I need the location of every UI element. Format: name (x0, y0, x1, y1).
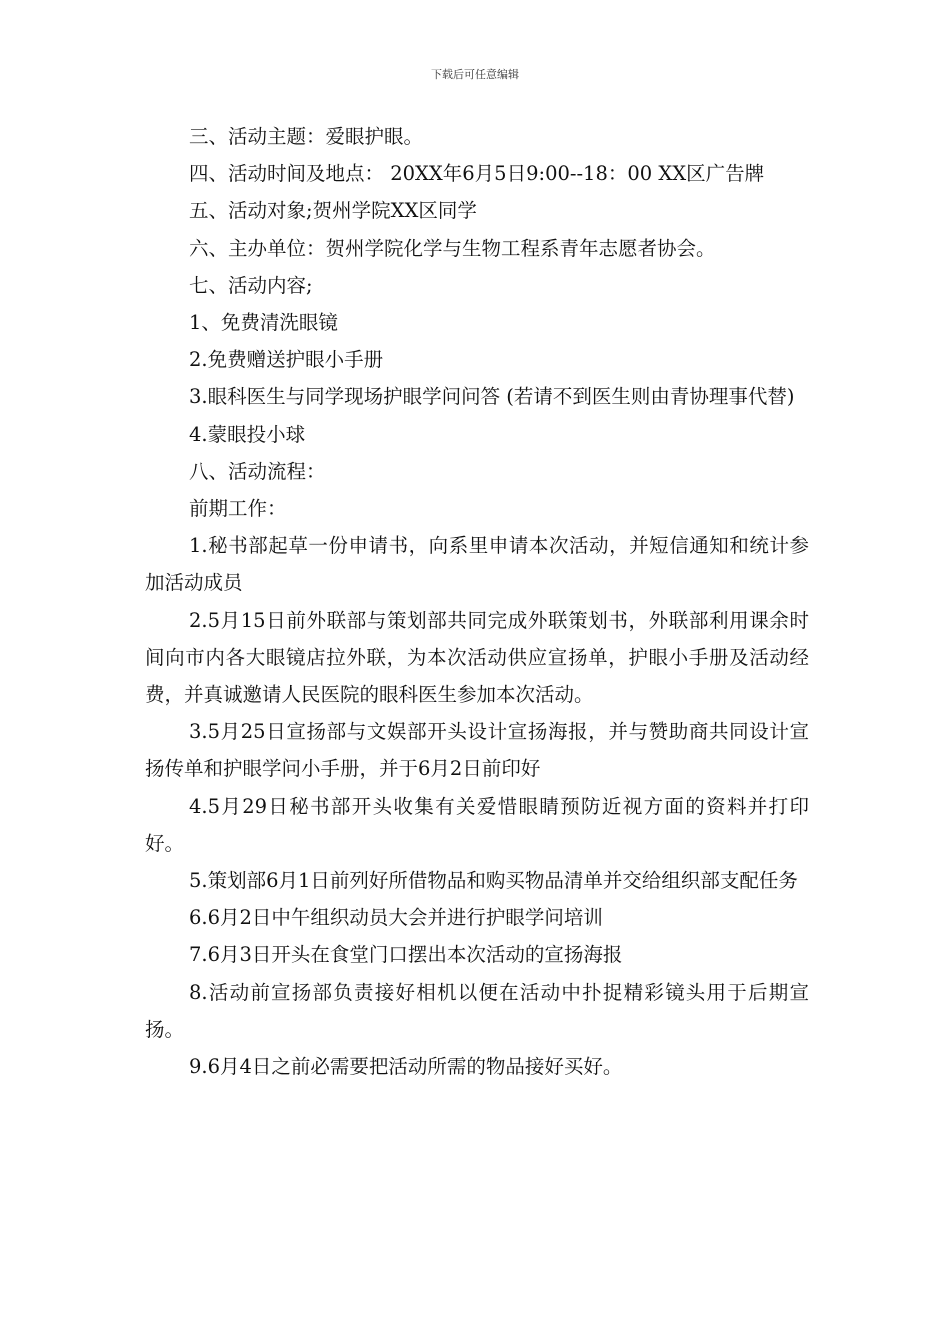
paragraph-content-heading: 七、活动内容; (189, 273, 313, 297)
list-item: 5.策划部6月1日前列好所借物品和购买物品清单并交给组织部支配任务 (189, 869, 798, 893)
paragraph-process-heading: 八、活动流程： (189, 459, 326, 483)
list-item: 6.6月2日中午组织动员大会并进行护眼学问培训 (189, 906, 603, 930)
list-item: 2.免费赠送护眼小手册 (189, 348, 384, 372)
document-body (145, 118, 809, 1085)
list-item: 9.6月4日之前必需要把活动所需的物品接好买好。 (189, 1055, 623, 1079)
list-item: 4.5月29日秘书部开头收集有关爱惜眼睛预防近视方面的资料并打印好。 (145, 794, 809, 855)
list-item: 3.5月25日宣扬部与文娱部开头设计宣扬海报，并与赞助商共同设计宣扬传单和护眼学问小手册，并于6月2日前印好 (145, 720, 809, 781)
paragraph-theme: 三、活动主题：爱眼护眼。 (189, 125, 424, 148)
list-item: 4.蒙眼投小球 (189, 422, 306, 446)
list-item: 1、免费清洗眼镜 (189, 311, 338, 335)
list-item: 8.活动前宣扬部负责接好相机以便在活动中扑捉精彩镜头用于后期宣扬。 (145, 980, 809, 1041)
paragraph-prep-heading: 前期工作： (189, 497, 287, 521)
list-item: 3.眼科医生与同学现场护眼学问问答 (若请不到医生则由青协理事代替) (189, 385, 795, 409)
list-item: 2.5月15日前外联部与策划部共同完成外联策划书，外联部利用课余时间向市内各大眼镜店拉外联，为本次活动供应宣扬单，护眼小手册及活动经费，并真诚邀请人民医院的眼科医生参加本次活动。 (145, 608, 809, 707)
paragraph-audience: 五、活动对象;贺州学院XX区同学 (189, 199, 477, 223)
paragraph-organizer: 六、主办单位：贺州学院化学与生物工程系青年志愿者协会。 (189, 236, 716, 260)
list-item: 1.秘书部起草一份申请书，向系里申请本次活动，并短信通知和统计参加活动成员 (145, 534, 809, 595)
paragraph-time-place: 四、活动时间及地点： 20XX年6月5日9:00--18：00 XX区广告牌 (189, 162, 765, 186)
list-item: 7.6月3日开头在食堂门口摆出本次活动的宣扬海报 (189, 943, 623, 967)
page-header: 下载后可任意编辑 (431, 68, 519, 81)
